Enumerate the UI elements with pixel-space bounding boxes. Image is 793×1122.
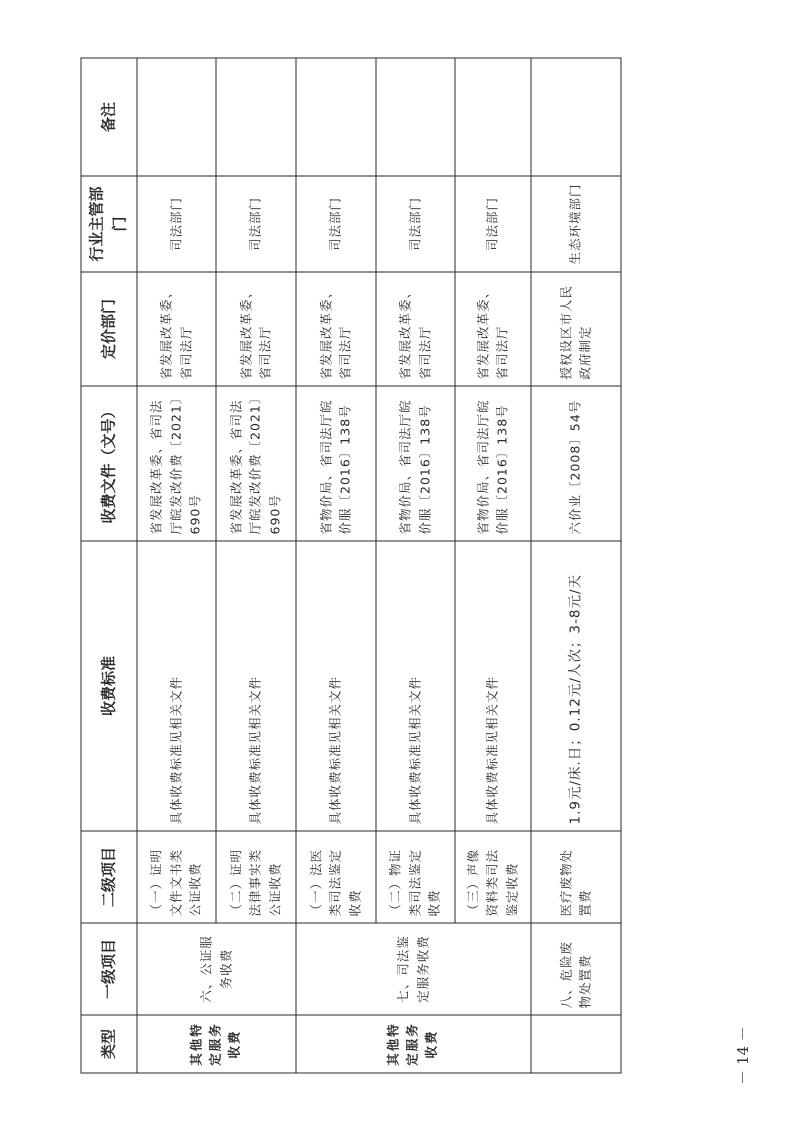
header-pricing-dept: 定价部门 bbox=[81, 272, 137, 386]
remark-cell bbox=[530, 58, 620, 176]
standard-cell: 具体收费标准见相关文件 bbox=[375, 541, 454, 831]
standard-cell: 具体收费标准见相关文件 bbox=[136, 541, 215, 831]
pricing-dept-cell: 省发展改革委、省司法厅 bbox=[295, 272, 375, 386]
header-remark: 备注 bbox=[81, 58, 137, 176]
standard-cell: 1.9元/床.日；0.12元/人次；3-8元/天 bbox=[530, 541, 620, 831]
table-row bbox=[295, 58, 375, 1073]
remark-cell bbox=[375, 58, 454, 176]
industry-dept-cell: 生态环境部门 bbox=[530, 176, 620, 272]
level2-cell: （二）证明法律事实类公证收费 bbox=[215, 831, 295, 923]
fee-table bbox=[80, 57, 621, 1073]
level2-cell: 医疗废物处置费 bbox=[530, 831, 620, 923]
industry-dept-cell: 司法部门 bbox=[375, 176, 454, 272]
document-cell: 省物价局、省司法厅皖价服〔2016〕138号 bbox=[375, 386, 454, 541]
pricing-dept-cell: 省发展改革委、省司法厅 bbox=[136, 272, 215, 386]
standard-cell: 具体收费标准见相关文件 bbox=[215, 541, 295, 831]
remark-cell bbox=[136, 58, 215, 176]
table-row bbox=[454, 58, 530, 1073]
industry-dept-cell: 司法部门 bbox=[215, 176, 295, 272]
industry-dept-cell: 司法部门 bbox=[136, 176, 215, 272]
standard-cell: 具体收费标准见相关文件 bbox=[454, 541, 530, 831]
page-number bbox=[730, 1020, 754, 1090]
standard-cell: 具体收费标准见相关文件 bbox=[295, 541, 375, 831]
industry-dept-cell: 司法部门 bbox=[295, 176, 375, 272]
level2-cell: （三）声像资料类司法鉴定收费 bbox=[454, 831, 530, 923]
page-number-text: － 14 － bbox=[733, 1025, 752, 1085]
table-row bbox=[375, 58, 454, 1073]
remark-cell bbox=[454, 58, 530, 176]
pricing-dept-cell: 省发展改革委、省司法厅 bbox=[375, 272, 454, 386]
document-cell: 省发展改革委、省司法厅皖发改价费〔2021〕690号 bbox=[136, 386, 215, 541]
pricing-dept-cell: 省发展改革委、省司法厅 bbox=[454, 272, 530, 386]
table-row bbox=[530, 58, 620, 1073]
header-document: 收费文件（文号） bbox=[81, 386, 137, 541]
header-type: 类型 bbox=[81, 1015, 137, 1073]
header-industry-dept: 行业主管部门 bbox=[81, 176, 137, 272]
header-level1: 一级项目 bbox=[81, 923, 137, 1015]
pricing-dept-cell: 省发展改革委、省司法厅 bbox=[215, 272, 295, 386]
document-cell: 六价业〔2008〕54号 bbox=[530, 386, 620, 541]
level1-cell: 八、危险废物处置费 bbox=[530, 923, 620, 1015]
remark-cell bbox=[215, 58, 295, 176]
industry-dept-cell: 司法部门 bbox=[454, 176, 530, 272]
category-cell: 其他特定服务收费 bbox=[295, 1015, 530, 1073]
header-level2: 二级项目 bbox=[81, 831, 137, 923]
category-cell-empty bbox=[530, 1015, 620, 1073]
header-row bbox=[81, 58, 137, 1073]
rotated-table-wrapper bbox=[80, 58, 616, 1073]
table-row bbox=[215, 58, 295, 1073]
level2-cell: （一）证明文件文书类公证收费 bbox=[136, 831, 215, 923]
table-row bbox=[136, 58, 215, 1073]
document-cell: 省物价局、省司法厅皖价服〔2016〕138号 bbox=[454, 386, 530, 541]
header-standard: 收费标准 bbox=[81, 541, 137, 831]
pricing-dept-cell: 授权设区市人民政府制定 bbox=[530, 272, 620, 386]
level1-cell: 七、司法鉴定服务收费 bbox=[295, 923, 530, 1015]
document-cell: 省物价局、省司法厅皖价服〔2016〕138号 bbox=[295, 386, 375, 541]
category-cell: 其他特定服务收费 bbox=[136, 1015, 295, 1073]
level2-cell: （一）法医类司法鉴定收费 bbox=[295, 831, 375, 923]
document-cell: 省发展改革委、省司法厅皖发改价费〔2021〕690号 bbox=[215, 386, 295, 541]
remark-cell bbox=[295, 58, 375, 176]
level2-cell: （二）物证类司法鉴定收费 bbox=[375, 831, 454, 923]
level1-cell: 六、公证服务收费 bbox=[136, 923, 295, 1015]
